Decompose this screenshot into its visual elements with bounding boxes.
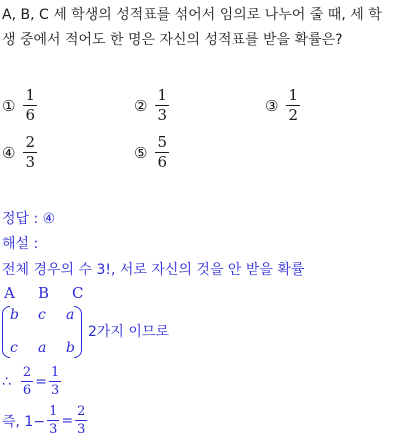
option-number: ① bbox=[2, 96, 16, 115]
option-1[interactable] bbox=[2, 88, 37, 123]
final-line: 즉, 1− $\frac{1}{3}$ = $\frac{2}{3}$ bbox=[2, 404, 86, 437]
option-2[interactable] bbox=[134, 88, 169, 123]
left-bracket bbox=[2, 306, 10, 358]
option-number: ④ bbox=[2, 143, 16, 162]
matrix-cell: c bbox=[10, 340, 18, 356]
fraction: $\frac{1}{3}$ bbox=[49, 404, 58, 437]
abc-header bbox=[4, 283, 106, 302]
fraction: $\frac{1}{3}$ bbox=[50, 365, 60, 398]
explanation-label: 해설 : bbox=[2, 236, 39, 252]
option-number: ⑤ bbox=[134, 143, 148, 162]
option-3[interactable] bbox=[265, 88, 300, 123]
fraction: $\frac{2}{6}$ bbox=[22, 365, 32, 398]
permutation-matrix bbox=[2, 306, 82, 358]
label-b: B bbox=[38, 284, 50, 302]
option-fraction: $\frac{1}{6}$ bbox=[25, 86, 35, 124]
option-fraction: $\frac{1}{2}$ bbox=[288, 86, 298, 124]
matrix-cell: b bbox=[10, 307, 19, 323]
ways-text: 2가지 이므로 bbox=[88, 324, 169, 340]
fraction: $\frac{2}{3}$ bbox=[77, 404, 86, 437]
answer-line: 정답 : ④ bbox=[2, 211, 56, 227]
option-fraction: $\frac{2}{3}$ bbox=[25, 133, 35, 171]
final-prefix: 즉, 1− bbox=[2, 413, 46, 430]
therefore-symbol: ∴ bbox=[2, 373, 11, 390]
matrix-cell: c bbox=[38, 307, 46, 323]
label-a: A bbox=[4, 284, 15, 302]
matrix-cell: a bbox=[38, 340, 47, 356]
explanation-line-1: 전체 경우의 수 3!, 서로 자신의 것을 안 받을 확률 bbox=[2, 262, 305, 278]
therefore-line: ∴ $\frac{2}{6}$ = $\frac{1}{3}$ bbox=[2, 365, 60, 398]
label-c: C bbox=[72, 284, 84, 302]
question-line-2: 생 중에서 적어도 한 명은 자신의 성적표를 받을 확률은? bbox=[2, 32, 343, 48]
right-bracket bbox=[74, 306, 82, 358]
option-4[interactable] bbox=[2, 135, 37, 170]
option-fraction: $\frac{1}{3}$ bbox=[157, 86, 167, 124]
option-fraction: $\frac{5}{6}$ bbox=[157, 133, 167, 171]
option-number: ③ bbox=[265, 96, 279, 115]
matrix-cell: a bbox=[66, 307, 75, 323]
option-number: ② bbox=[134, 96, 148, 115]
matrix-cell: b bbox=[66, 340, 75, 356]
question-line-1: A, B, C 세 학생의 성적표를 섞어서 임의로 나누어 줄 때, 세 학 bbox=[2, 7, 382, 23]
option-5[interactable] bbox=[134, 135, 169, 170]
